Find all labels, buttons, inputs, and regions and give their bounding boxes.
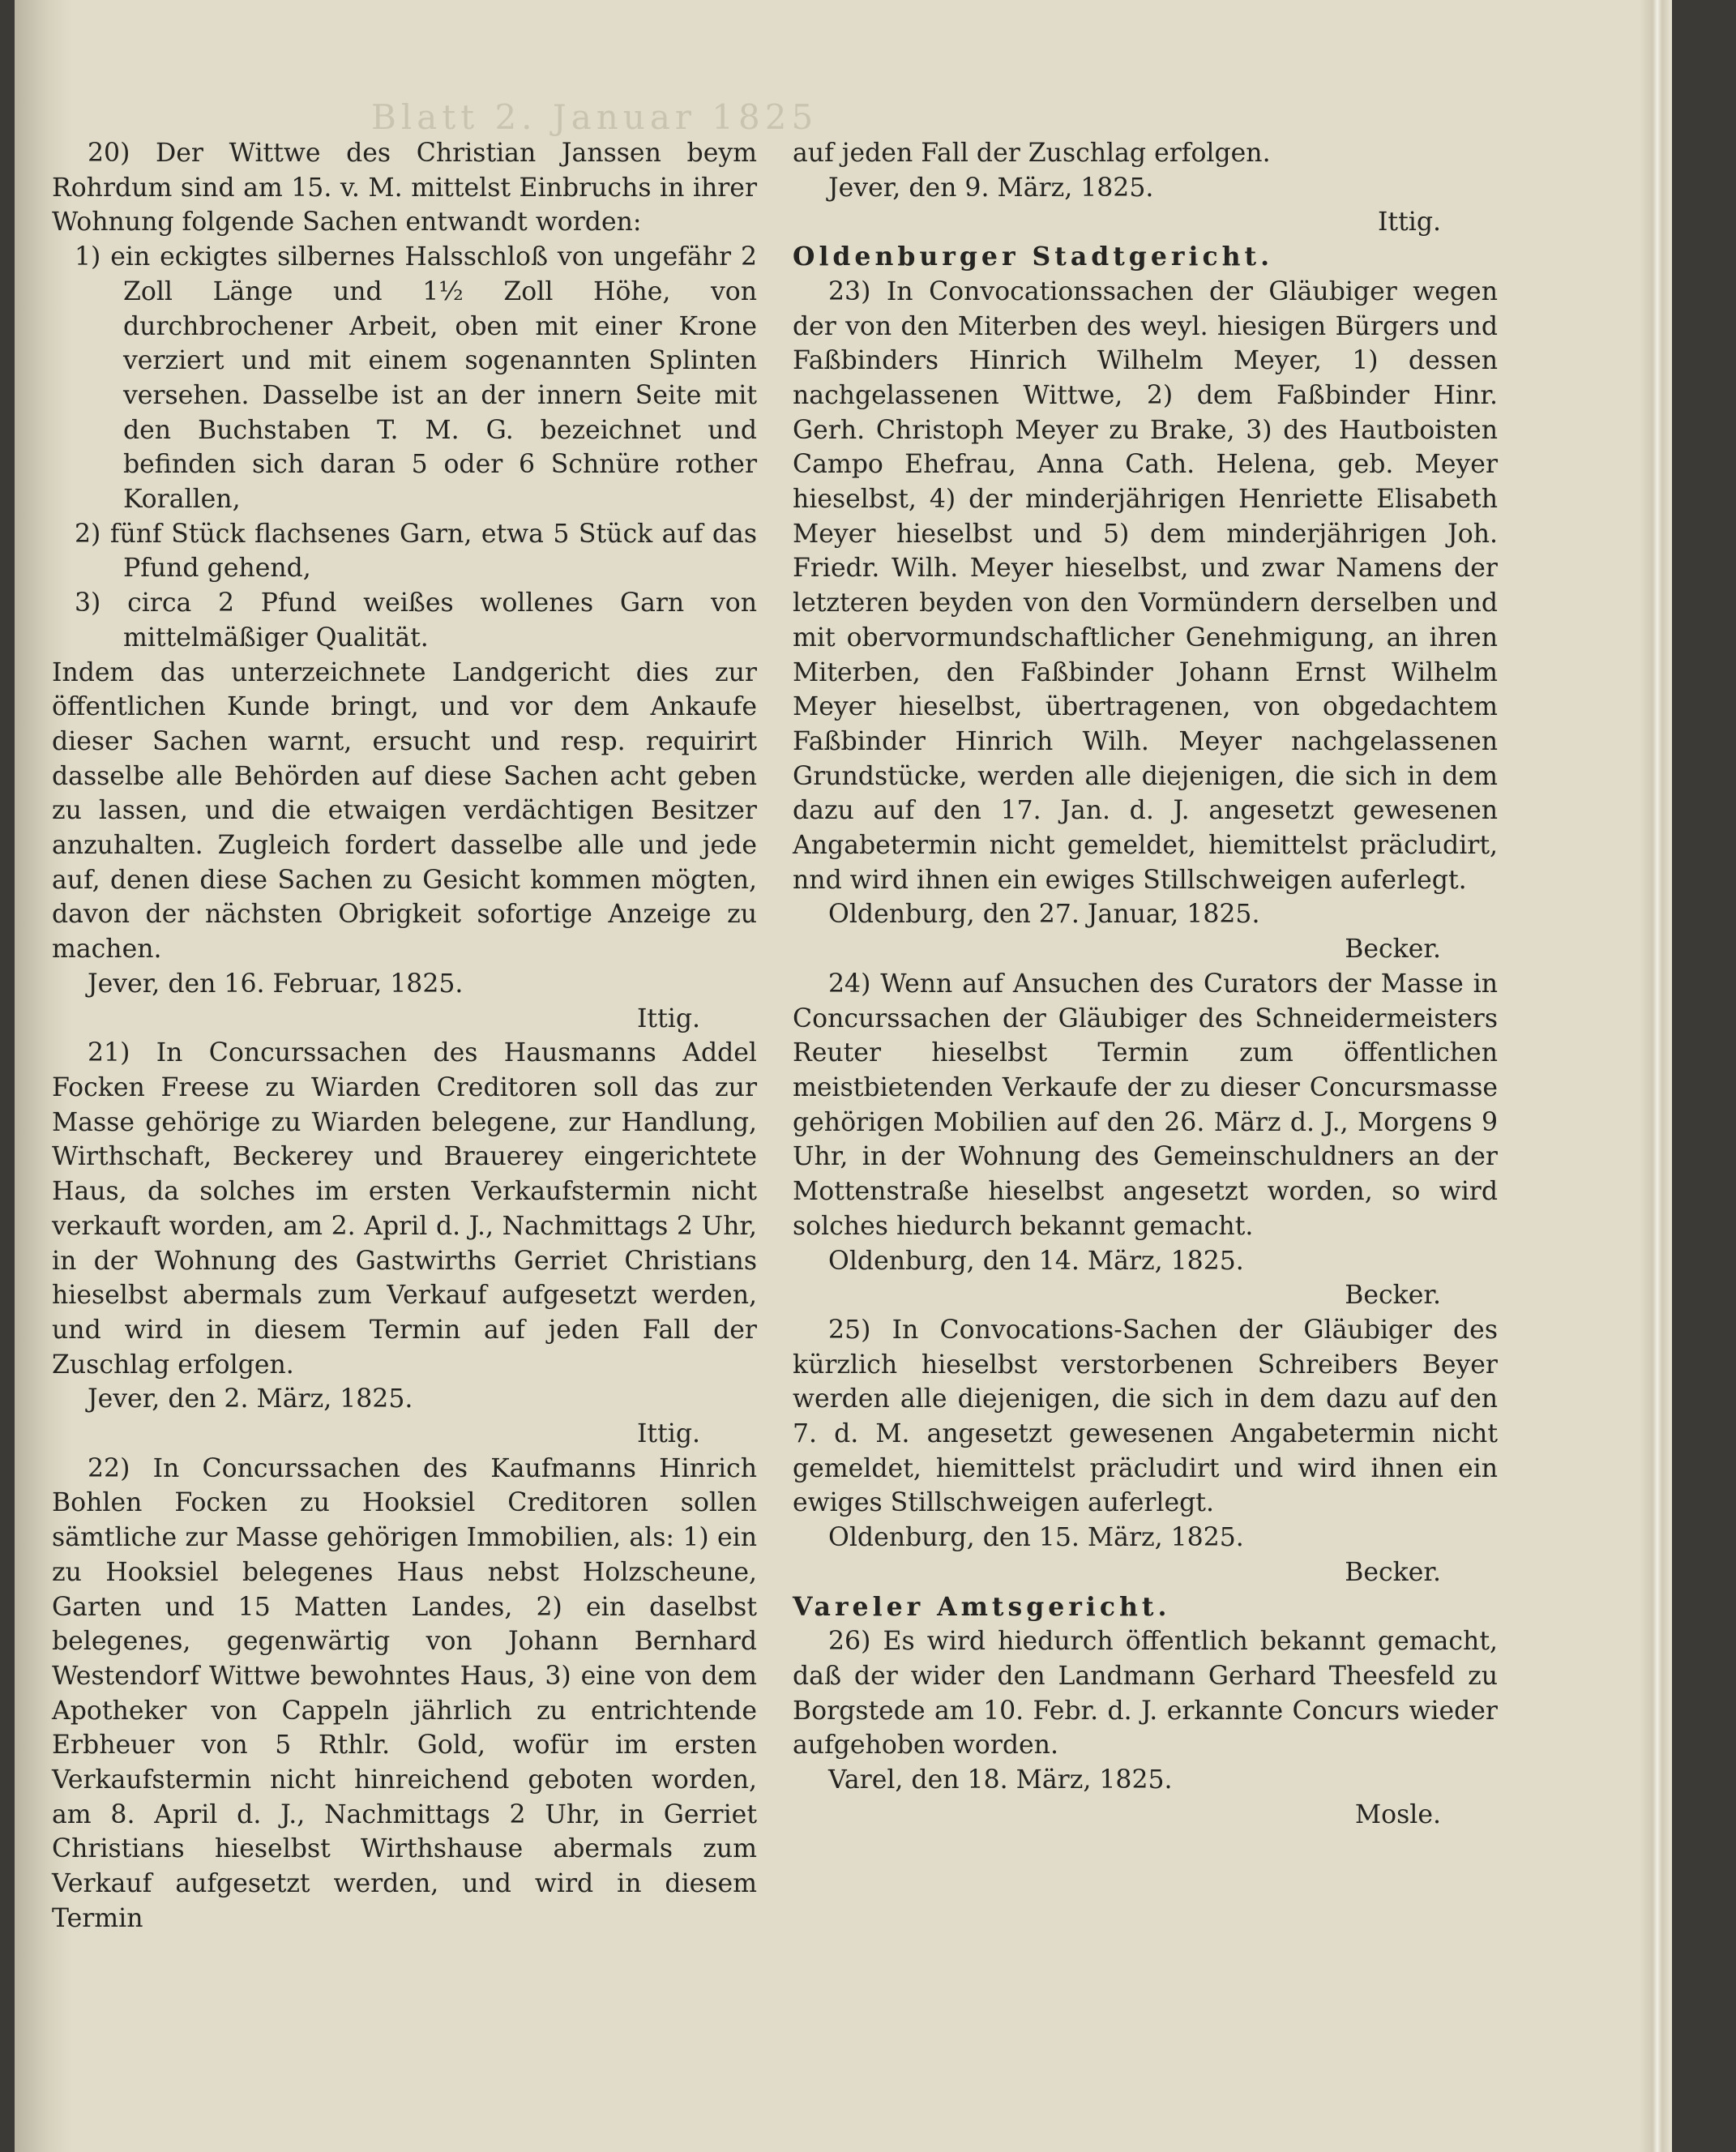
notice-21-place-date: Jever, den 2. März, 1825. xyxy=(88,1384,413,1414)
notice-20-place-date: Jever, den 16. Februar, 1825. xyxy=(88,969,464,999)
notice-26-place-date: Varel, den 18. März, 1825. xyxy=(828,1765,1173,1795)
notice-20-item-3: 3) circa 2 Pfund weißes wollenes Garn von mittelmäßiger Qualität. xyxy=(75,588,757,652)
notice-21-body: 21) In Concurssachen des Hausmanns Addel Focken Freese zu Wiarden Creditoren soll das zur Masse gehörige zu Wiarden belegene, zur Handlung, Wirthschaft, Beckerey und Brauerey eingerichtete Haus, da solches im ersten Verkaufstermin nicht verkauft worden, am 2. April d. J., Nachmittags 2 Uhr, in der Wohnung des Gastwirths Gerriet Christians hieselbst abermals zum Verkauf aufgesetzt werden, und wird in diesem Termin auf jeden Fall der Zuschlag erfolgen. xyxy=(52,1038,757,1380)
notice-21-signature: Ittig. xyxy=(636,1419,700,1449)
notice-26-signature: Mosle. xyxy=(1354,1799,1441,1829)
notice-20-intro: 20) Der Wittwe des Christian Janssen beym Rohrdum sind am 15. v. M. mittelst Einbruchs in ihrer Wohnung folgende Sachen entwandt worden: xyxy=(52,139,757,237)
notice-20-body: Indem das unterzeichnete Landgericht dies zur öffentlichen Kunde bringt, und vor dem Ankaufe dieser Sachen warnt, ersucht und resp. requirirt dasselbe alle Behörden auf diese Sachen acht geben zu lassen, und die etwaigen verdächtigen Besitzer anzuhalten. Zugleich fordert dasselbe alle und jede auf, denen diese Sachen zu Gesicht kommen mögten, davon der nächsten Obrigkeit sofortige Anzeige zu machen. xyxy=(52,657,757,965)
notice-22-signature: Ittig. xyxy=(1377,207,1441,237)
left-column xyxy=(52,136,757,1936)
notice-22-body: 22) In Concurssachen des Kaufmanns Hinrich Bohlen Focken zu Hooksiel Creditoren sollen sämtliche zur Masse gehörigen Immobilien, als: 1) ein zu Hooksiel belegenes Haus nebst Holzscheune, Garten und 15 Matten Landes, 2) ein daselbst belegenes, gegenwärtig von Johann Bernhard Westendorf Wittwe bewohntes Haus, 3) eine von dem Apotheker von Cappeln jährlich zu entrichtende Erbheuer von 5 Rthlr. Gold, wofür im ersten Verkaufstermin nicht hinreichend geboten worden, am 8. April d. J., Nachmittags 2 Uhr, in Gerriet Christians hieselbst Wirthshause abermals zum Verkauf aufgesetzt werden, und wird in diesem Termin xyxy=(52,1453,757,1933)
right-column xyxy=(793,136,1498,1832)
bleed-through-text: Blatt 2. Januar 1825 xyxy=(371,97,819,137)
section-heading-oldenburg: Oldenburger Stadtgericht. xyxy=(793,242,1274,272)
notice-24-place-date: Oldenburg, den 14. März, 1825. xyxy=(828,1246,1244,1276)
notice-22-place-date: Jever, den 9. März, 1825. xyxy=(828,173,1154,203)
notice-25-body: 25) In Convocations-Sachen der Gläubiger des kürzlich hieselbst verstorbenen Schreibers Beyer werden alle diejenigen, die sich in dem dazu auf den 7. d. M. angesetzt gewesenen Angabetermin nicht gemeldet, hiemittelst präcludirt und wird ihnen ein ewiges Stillschweigen auferlegt. xyxy=(793,1315,1498,1518)
notice-20-item-2: 2) fünf Stück flachsenes Garn, etwa 5 Stück auf das Pfund gehend, xyxy=(75,519,757,584)
notice-26-body: 26) Es wird hiedurch öffentlich bekannt gemacht, daß der wider den Landmann Gerhard Theesfeld zu Borgstede am 10. Febr. d. J. erkannte Concurs wieder aufgehoben worden. xyxy=(793,1627,1498,1761)
section-heading-varel: Vareler Amtsgericht. xyxy=(793,1591,1171,1622)
page-edge xyxy=(1640,0,1672,2152)
document-page xyxy=(15,0,1672,2152)
notice-25-place-date: Oldenburg, den 15. März, 1825. xyxy=(828,1523,1244,1553)
notice-20-signature: Ittig. xyxy=(636,1003,700,1033)
notice-23-signature: Becker. xyxy=(1345,935,1441,965)
notice-24-signature: Becker. xyxy=(1345,1281,1441,1311)
notice-24-body: 24) Wenn auf Ansuchen des Curators der Masse in Concurssachen der Gläubiger des Schneidermeisters Reuter hieselbst Termin zum öffentlichen meistbietenden Verkaufe der zu dieser Concursmasse gehörigen Mobilien auf den 26. März d. J., Morgens 9 Uhr, in der Wohnung des Gemeinschuldners an der Mottenstraße hieselbst angesetzt worden, so wird solches hiedurch bekannt gemacht. xyxy=(793,969,1498,1241)
notice-25-signature: Becker. xyxy=(1345,1557,1441,1587)
notice-23-body: 23) In Convocationssachen der Gläubiger wegen der von den Miterben des weyl. hiesigen Bürgers und Faßbinders Hinrich Wilhelm Meyer, 1) dessen nachgelassenen Wittwe, 2) dem Faßbinder Hinr. Gerh. Christoph Meyer zu Brake, 3) des Hautboisten Campo Ehefrau, Anna Cath. Helena, geb. Meyer hieselbst, 4) der minderjährigen Henriette Elisabeth Meyer hieselbst und 5) dem minderjährigen Joh. Friedr. Wilh. Meyer hieselbst, und zwar Namens der letzteren beyden von den Vormündern derselben und mit obervormundschaftlicher Genehmigung, an ihren Miterben, den Faßbinder Johann Ernst Wilhelm Meyer hieselbst, übertragenen, von obgedachtem Faßbinder Hinrich Wilh. Meyer nachgelassenen Grundstücke, werden alle diejenigen, die sich in dem dazu auf den 17. Jan. d. J. angesetzt gewesenen Angabetermin nicht gemeldet, hiemittelst präcludirt, nnd wird ihnen ein ewiges Stillschweigen auferlegt. xyxy=(793,276,1498,895)
notice-23-place-date: Oldenburg, den 27. Januar, 1825. xyxy=(828,900,1260,930)
notice-22-end: auf jeden Fall der Zuschlag erfolgen. xyxy=(793,139,1271,168)
notice-20-item-1: 1) ein eckigtes silbernes Halsschloß von ungefähr 2 Zoll Länge und 1½ Zoll Höhe, von durchbrochener Arbeit, oben mit einer Krone verziert und mit einem sogenannten Splinten versehen. Dasselbe ist an der innern Seite mit den Buchstaben T. M. G. bezeichnet und befinden sich daran 5 oder 6 Schnüre rother Korallen, xyxy=(75,242,757,515)
